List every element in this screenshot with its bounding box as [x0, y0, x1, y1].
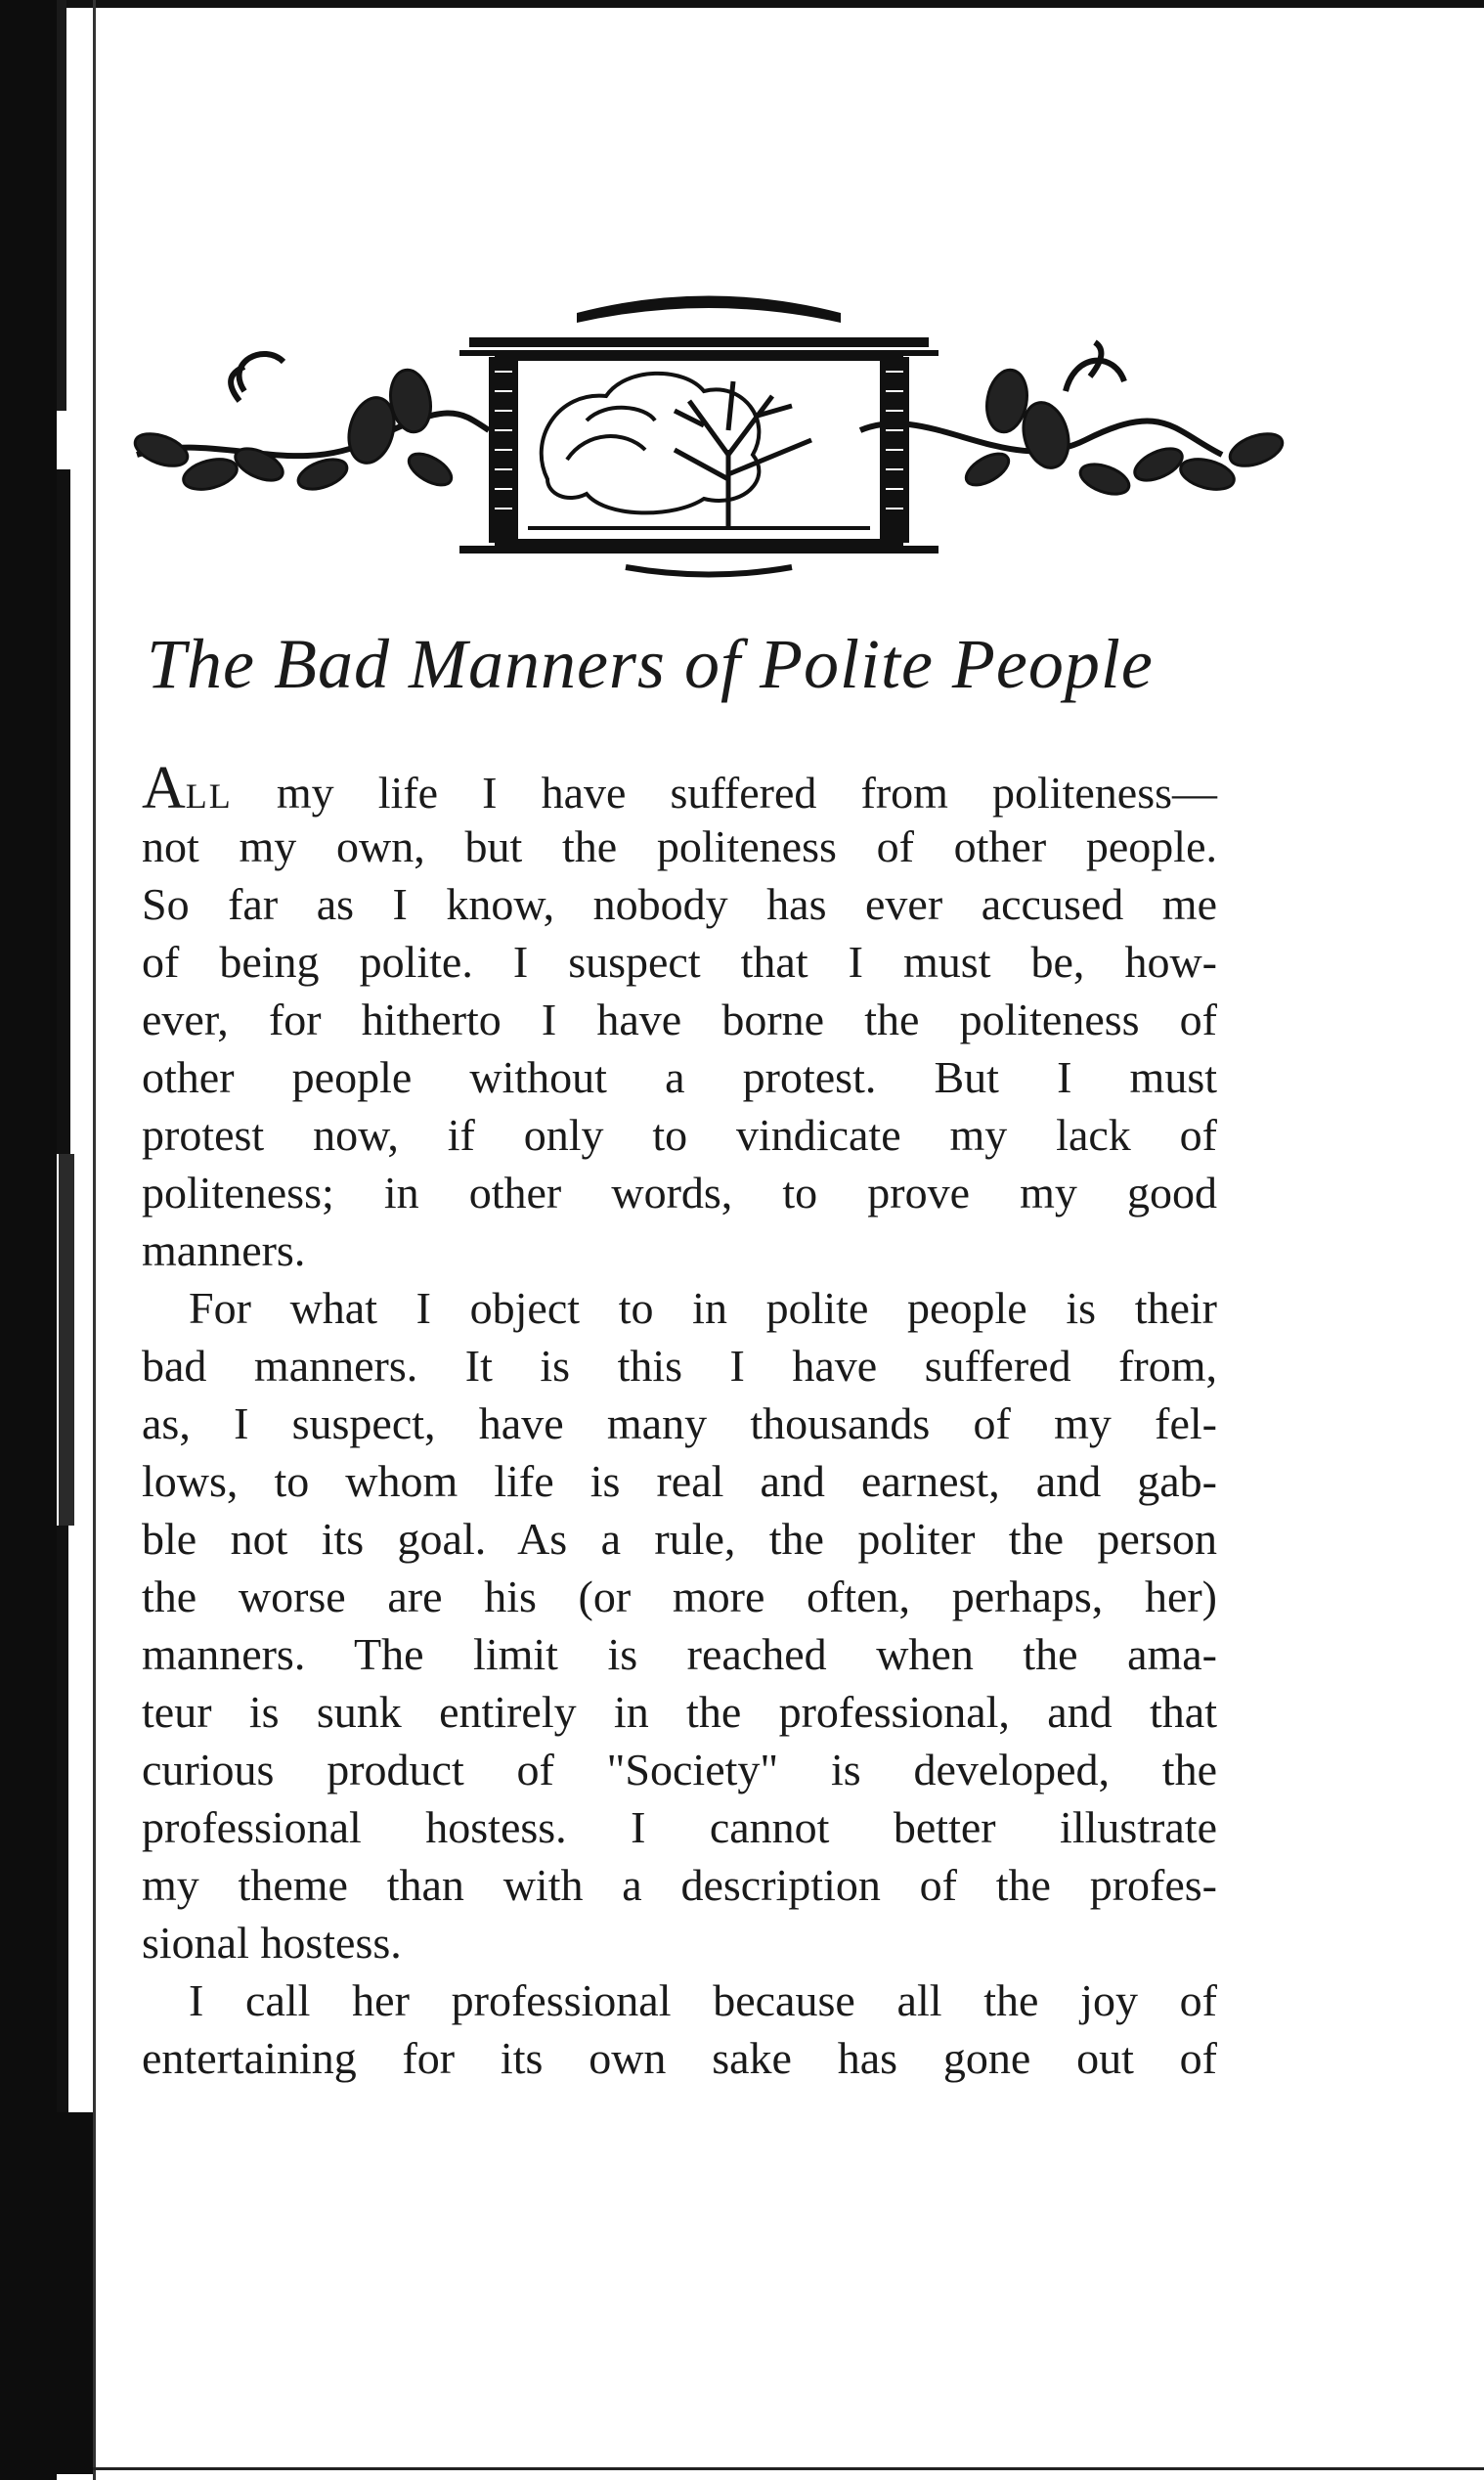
- text-line: lows, to whom life is real and earnest, and gab-: [142, 1456, 1217, 1506]
- text-line: the worse are his (or more often, perhaps, her): [142, 1572, 1217, 1621]
- text-line: politeness; in other words, to prove my good: [142, 1168, 1217, 1218]
- text-line: ble not its goal. As a rule, the politer the person: [142, 1514, 1217, 1564]
- text-line: ALL my life I have suffered from politeness—: [142, 755, 1217, 821]
- text-line: ever, for hitherto I have borne the politeness of: [142, 995, 1217, 1044]
- drop-cap: A: [142, 755, 186, 821]
- text-line: teur is sunk entirely in the professional, and that: [142, 1687, 1217, 1737]
- text-line: For what I object to in polite people is their: [189, 1283, 1217, 1333]
- text-line: professional hostess. I cannot better illustrate: [142, 1802, 1217, 1852]
- paragraph-2: [142, 1279, 1217, 1971]
- text-line: my theme than with a description of the profes-: [142, 1860, 1217, 1910]
- text-line: sional hostess.: [142, 1918, 402, 1968]
- text-line: protest now, if only to vindicate my lack of: [142, 1110, 1217, 1160]
- text-line: of being polite. I suspect that I must be, how-: [142, 937, 1217, 987]
- paragraph-3: [142, 1971, 1217, 2087]
- page-bottom-edge: [93, 2467, 1484, 2470]
- small-caps: LL: [185, 776, 233, 816]
- text-line: curious product of "Society" is developed, the: [142, 1745, 1217, 1794]
- text-line: manners. The limit is reached when the ama-: [142, 1629, 1217, 1679]
- text-line: manners.: [142, 1225, 306, 1275]
- chapter-title: The Bad Manners of Polite People: [147, 625, 1154, 703]
- text-line: I call her professional because all the joy of: [189, 1975, 1217, 2025]
- text-line: bad manners. It is this I have suffered from,: [142, 1341, 1217, 1391]
- decorative-headpiece: [0, 284, 1484, 616]
- text-line: not my own, but the politeness of other people.: [142, 821, 1217, 871]
- text-line: So far as I know, nobody has ever accused me: [142, 879, 1217, 929]
- paragraph-1: [142, 755, 1217, 1279]
- text-line: as, I suspect, have many thousands of my fel-: [142, 1398, 1217, 1448]
- text-line: other people without a protest. But I must: [142, 1052, 1217, 1102]
- body-text: [142, 755, 1217, 2087]
- text-line: entertaining for its own sake has gone out of: [142, 2033, 1217, 2083]
- page-top-border: [0, 0, 1484, 8]
